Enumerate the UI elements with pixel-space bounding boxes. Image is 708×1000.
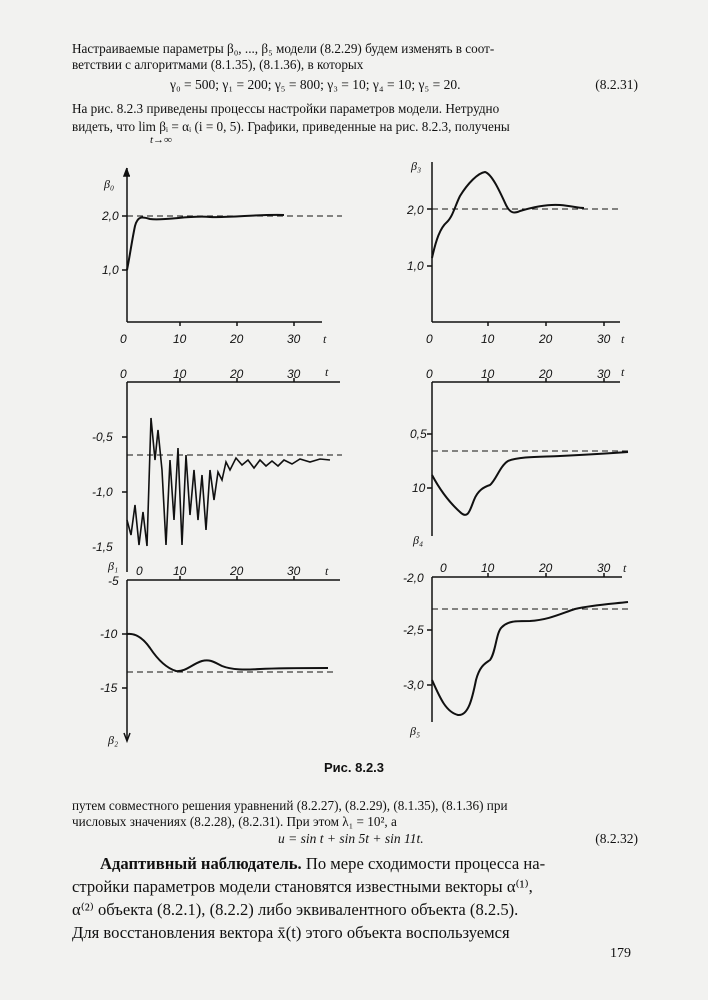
panel-beta5 bbox=[427, 573, 628, 722]
beta0-curve bbox=[127, 215, 284, 270]
beta0-y-arrow bbox=[124, 168, 130, 176]
beta3-ytick-1: 1,0 bbox=[407, 259, 424, 273]
beta4-curve bbox=[432, 452, 628, 515]
panel-beta2 bbox=[122, 576, 340, 741]
equation-8-2-32-number: (8.2.32) bbox=[595, 831, 638, 846]
beta3-t-label: t bbox=[621, 332, 625, 346]
section-line-3: α⁽²⁾ объекта (8.2.1), (8.2.2) либо эквивалентного объекта (8.2.5). bbox=[72, 900, 519, 919]
beta4-xtick-10: 10 bbox=[481, 367, 495, 381]
beta0-xtick-0: 0 bbox=[120, 332, 127, 346]
beta4-ytick-10: 10 bbox=[412, 481, 426, 495]
beta4-label: β₄ bbox=[413, 533, 424, 547]
panel-beta4 bbox=[427, 378, 628, 536]
beta1-xtick-20: 20 bbox=[230, 367, 244, 381]
beta5-xtick-10: 10 bbox=[481, 561, 495, 575]
beta2-xtick-20: 20 bbox=[230, 564, 244, 578]
beta2-xtick-30: 30 bbox=[287, 564, 301, 578]
beta2-xtick-0: 0 bbox=[136, 564, 143, 578]
beta3-ytick-2: 2,0 bbox=[407, 203, 424, 217]
beta2-ytick-10: -10 bbox=[100, 627, 118, 641]
beta1-ytick-15: -1,5 bbox=[92, 540, 113, 554]
beta0-xtick-10: 10 bbox=[173, 332, 187, 346]
beta0-xtick-20: 20 bbox=[230, 332, 244, 346]
beta5-t-label: t bbox=[623, 561, 627, 575]
para3-line-1: путем совместного решения уравнений (8.2.27), (8.2.29), (8.1.35), (8.1.36) при bbox=[72, 798, 508, 813]
limit-subscript: t→∞ bbox=[150, 134, 172, 146]
beta2-t-label: t bbox=[325, 564, 329, 578]
beta3-xtick-10: 10 bbox=[481, 332, 495, 346]
beta5-ytick-20: -2,0 bbox=[403, 571, 424, 585]
panel-beta3 bbox=[427, 162, 622, 326]
beta4-xtick-30: 30 bbox=[597, 367, 611, 381]
beta3-curve bbox=[432, 172, 584, 258]
beta0-ytick-2: 2,0 bbox=[102, 209, 119, 223]
beta3-xtick-30: 30 bbox=[597, 332, 611, 346]
beta4-xtick-0: 0 bbox=[426, 367, 433, 381]
section-line-1 bbox=[72, 852, 640, 875]
section-line-4: Для восстановления вектора x̄(t) этого объекта воспользуемся bbox=[72, 923, 510, 942]
section-line-2: стройки параметров модели становятся известными векторы α⁽¹⁾, bbox=[72, 877, 533, 896]
beta2-curve bbox=[127, 634, 328, 671]
beta5-label: β₅ bbox=[410, 724, 421, 738]
page-number: 179 bbox=[610, 946, 631, 961]
beta0-ytick-1: 1,0 bbox=[102, 263, 119, 277]
beta0-xtick-30: 30 bbox=[287, 332, 301, 346]
beta0-label: β₀ bbox=[104, 177, 115, 191]
beta5-xtick-20: 20 bbox=[539, 561, 553, 575]
para2-line-2: видеть, что lim βᵢ = αᵢ (i = 0, 5). Графики, приведенные на рис. 8.2.3, получены bbox=[72, 119, 510, 134]
beta2-xtick-10: 10 bbox=[173, 564, 187, 578]
beta3-xtick-20: 20 bbox=[539, 332, 553, 346]
para3-line-2: числовых значениях (8.2.28), (8.2.31). При этом λ₁ = 10², а bbox=[72, 814, 397, 829]
beta2-ytick-15: -15 bbox=[100, 681, 118, 695]
equation-8-2-31: γ₀ = 500; γ₁ = 200; γ₅ = 800; γ₃ = 10; γ₄ = 10; γ₅ = 20. bbox=[170, 77, 461, 92]
beta1-ytick-10: -1,0 bbox=[92, 485, 113, 499]
beta0-t-label: t bbox=[323, 332, 327, 346]
beta5-xtick-0: 0 bbox=[440, 561, 447, 575]
equation-8-2-32: u = sin t + sin 5t + sin 11t. bbox=[278, 831, 424, 846]
beta1-xtick-30: 30 bbox=[287, 367, 301, 381]
beta4-xtick-20: 20 bbox=[539, 367, 553, 381]
section-line-1-rest: По мере сходимости процесса на- bbox=[305, 854, 546, 873]
beta1-xtick-10: 10 bbox=[173, 367, 187, 381]
beta5-ytick-25: -2,5 bbox=[403, 623, 424, 637]
beta5-curve bbox=[432, 602, 628, 715]
beta1-t-label: t bbox=[325, 365, 329, 379]
section-heading: Адаптивный наблюдатель. bbox=[100, 854, 302, 873]
beta2-ytick-5: -5 bbox=[108, 574, 119, 588]
panel-beta1 bbox=[122, 378, 342, 572]
beta3-xtick-0: 0 bbox=[426, 332, 433, 346]
beta1-curve bbox=[127, 418, 330, 546]
intro-line-1: Настраиваемые параметры β₀, ..., β₅ модели (8.2.29) будем изменять в соот- bbox=[72, 41, 495, 56]
beta4-ytick-05: 0,5 bbox=[410, 427, 427, 441]
para2-line-1: На рис. 8.2.3 приведены процессы настройки параметров модели. Нетрудно bbox=[72, 101, 500, 116]
beta3-label: β₃ bbox=[411, 159, 422, 173]
beta5-xtick-30: 30 bbox=[597, 561, 611, 575]
equation-8-2-31-number: (8.2.31) bbox=[595, 77, 638, 92]
figure-caption: Рис. 8.2.3 bbox=[323, 760, 385, 775]
beta4-t-label: t bbox=[621, 365, 625, 379]
panel-beta0 bbox=[122, 168, 342, 326]
beta1-ytick-05: -0,5 bbox=[92, 430, 113, 444]
beta2-label: β₂ bbox=[108, 733, 119, 747]
beta1-label: β₁ bbox=[108, 559, 119, 573]
beta1-xtick-0: 0 bbox=[120, 367, 127, 381]
beta5-ytick-30: -3,0 bbox=[403, 678, 424, 692]
intro-line-2: ветствии с алгоритмами (8.1.35), (8.1.36), в которых bbox=[72, 57, 364, 72]
